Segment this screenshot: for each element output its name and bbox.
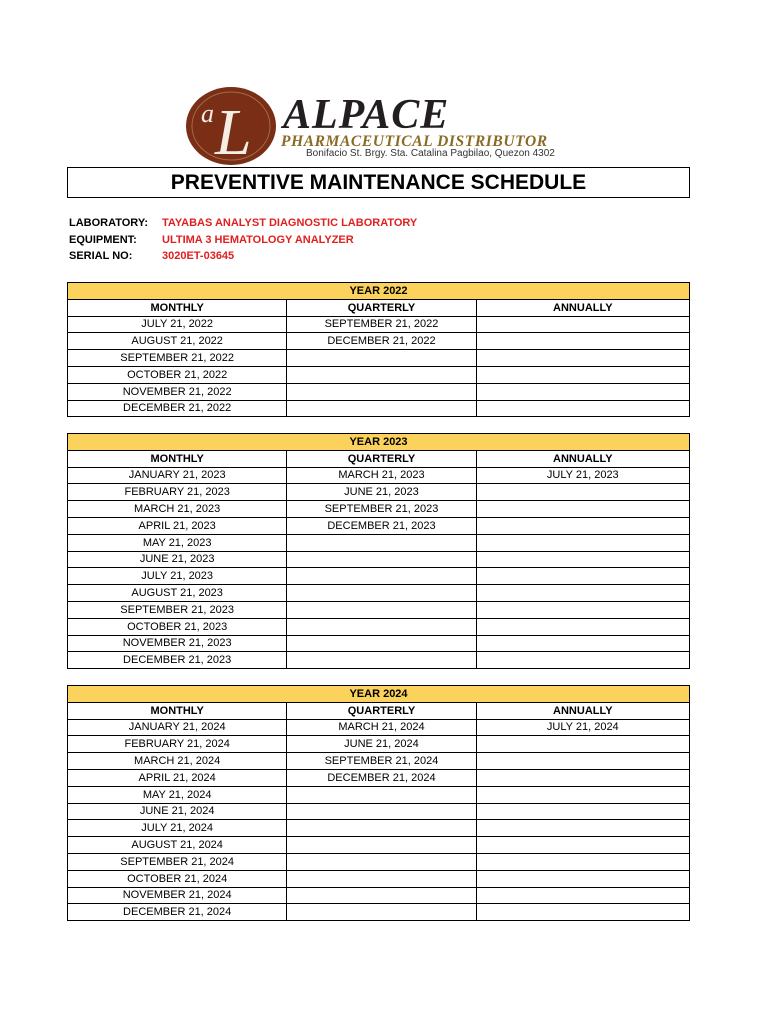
quarterly-cell: [287, 635, 476, 652]
schedule-table-2023: [67, 433, 690, 669]
annually-cell: [476, 803, 689, 820]
brand-name: ALPACE: [283, 92, 450, 138]
monthly-cell: DECEMBER 21, 2023: [68, 652, 287, 669]
annually-cell: [476, 484, 689, 501]
column-header-monthly: MONTHLY: [68, 702, 287, 719]
monthly-cell: JANUARY 21, 2023: [68, 467, 287, 484]
column-header-monthly: MONTHLY: [68, 299, 287, 316]
monthly-cell: MARCH 21, 2024: [68, 753, 287, 770]
quarterly-cell: [287, 652, 476, 669]
year-heading: YEAR 2024: [68, 686, 690, 703]
table-row: [68, 736, 690, 753]
annually-cell: [476, 635, 689, 652]
column-header-quarterly: QUARTERLY: [287, 450, 476, 467]
equipment-info: [69, 215, 417, 265]
monthly-cell: NOVEMBER 21, 2022: [68, 383, 287, 400]
monthly-cell: APRIL 21, 2023: [68, 517, 287, 534]
quarterly-cell: [287, 803, 476, 820]
monthly-cell: AUGUST 21, 2023: [68, 585, 287, 602]
table-row: [68, 467, 690, 484]
monthly-cell: SEPTEMBER 21, 2024: [68, 853, 287, 870]
quarterly-cell: [287, 366, 476, 383]
quarterly-cell: [287, 786, 476, 803]
column-header-annually: ANNUALLY: [476, 702, 689, 719]
quarterly-cell: [287, 887, 476, 904]
annually-cell: [476, 887, 689, 904]
quarterly-cell: SEPTEMBER 21, 2024: [287, 753, 476, 770]
monthly-cell: JUNE 21, 2024: [68, 803, 287, 820]
quarterly-cell: [287, 837, 476, 854]
serial-row: [69, 248, 417, 265]
table-row: [68, 837, 690, 854]
table-row: [68, 517, 690, 534]
monthly-cell: JUNE 21, 2023: [68, 551, 287, 568]
annually-cell: [476, 333, 689, 350]
serial-value: 3020ET-03645: [162, 250, 235, 262]
table-row: [68, 870, 690, 887]
monthly-cell: FEBRUARY 21, 2024: [68, 736, 287, 753]
schedule-body: [68, 467, 690, 669]
quarterly-cell: [287, 601, 476, 618]
brand-subtitle: PHARMACEUTICAL DISTRIBUTOR: [281, 133, 548, 150]
table-row: [68, 366, 690, 383]
annually-cell: [476, 534, 689, 551]
quarterly-cell: [287, 350, 476, 367]
quarterly-cell: [287, 820, 476, 837]
quarterly-cell: [287, 551, 476, 568]
monthly-cell: OCTOBER 21, 2024: [68, 870, 287, 887]
table-row: [68, 803, 690, 820]
annually-cell: [476, 501, 689, 518]
quarterly-cell: [287, 568, 476, 585]
annually-cell: [476, 585, 689, 602]
table-row: [68, 316, 690, 333]
quarterly-cell: JUNE 21, 2023: [287, 484, 476, 501]
annually-cell: [476, 870, 689, 887]
quarterly-cell: [287, 853, 476, 870]
monthly-cell: MARCH 21, 2023: [68, 501, 287, 518]
monthly-cell: FEBRUARY 21, 2023: [68, 484, 287, 501]
quarterly-cell: [287, 585, 476, 602]
monthly-cell: NOVEMBER 21, 2024: [68, 887, 287, 904]
equipment-label: EQUIPMENT:: [69, 233, 137, 246]
schedule-table-2024: [67, 685, 690, 921]
document-title: PREVENTIVE MAINTENANCE SCHEDULE: [67, 167, 690, 198]
annually-cell: [476, 601, 689, 618]
annually-cell: [476, 350, 689, 367]
monthly-cell: AUGUST 21, 2024: [68, 837, 287, 854]
quarterly-cell: [287, 534, 476, 551]
laboratory-row: [69, 215, 417, 232]
table-row: [68, 753, 690, 770]
annually-cell: [476, 736, 689, 753]
annually-cell: [476, 517, 689, 534]
annually-cell: [476, 618, 689, 635]
annually-cell: [476, 820, 689, 837]
year-heading: YEAR 2023: [68, 434, 690, 451]
column-header-quarterly: QUARTERLY: [287, 299, 476, 316]
company-logo: [185, 86, 277, 166]
schedule-body: [68, 316, 690, 417]
column-header-annually: ANNUALLY: [476, 450, 689, 467]
table-row: [68, 383, 690, 400]
logo-letter-a: a: [201, 99, 214, 128]
quarterly-cell: MARCH 21, 2024: [287, 719, 476, 736]
monthly-cell: JANUARY 21, 2024: [68, 719, 287, 736]
schedule-table-2022: [67, 282, 690, 417]
monthly-cell: OCTOBER 21, 2023: [68, 618, 287, 635]
equipment-value: ULTIMA 3 HEMATOLOGY ANALYZER: [162, 233, 354, 246]
quarterly-cell: SEPTEMBER 21, 2022: [287, 316, 476, 333]
table-row: [68, 853, 690, 870]
monthly-cell: JULY 21, 2022: [68, 316, 287, 333]
table-row: [68, 585, 690, 602]
monthly-cell: SEPTEMBER 21, 2023: [68, 601, 287, 618]
monthly-cell: DECEMBER 21, 2024: [68, 904, 287, 921]
annually-cell: [476, 853, 689, 870]
table-row: [68, 618, 690, 635]
table-row: [68, 534, 690, 551]
monthly-cell: MAY 21, 2024: [68, 786, 287, 803]
monthly-cell: NOVEMBER 21, 2023: [68, 635, 287, 652]
annually-cell: [476, 753, 689, 770]
quarterly-cell: DECEMBER 21, 2022: [287, 333, 476, 350]
annually-cell: JULY 21, 2023: [476, 467, 689, 484]
table-row: [68, 501, 690, 518]
monthly-cell: SEPTEMBER 21, 2022: [68, 350, 287, 367]
quarterly-cell: [287, 383, 476, 400]
table-row: [68, 350, 690, 367]
table-row: [68, 887, 690, 904]
logo-emblem: [185, 86, 277, 166]
monthly-cell: JULY 21, 2023: [68, 568, 287, 585]
monthly-cell: OCTOBER 21, 2022: [68, 366, 287, 383]
quarterly-cell: [287, 400, 476, 417]
monthly-cell: AUGUST 21, 2022: [68, 333, 287, 350]
annually-cell: [476, 316, 689, 333]
table-row: [68, 820, 690, 837]
company-address: Bonifacio St. Brgy. Sta. Catalina Pagbilao, Quezon 4302: [306, 148, 555, 159]
annually-cell: [476, 786, 689, 803]
annually-cell: JULY 21, 2024: [476, 719, 689, 736]
table-row: [68, 769, 690, 786]
laboratory-label: LABORATORY:: [69, 217, 149, 229]
table-row: [68, 568, 690, 585]
quarterly-cell: DECEMBER 21, 2024: [287, 769, 476, 786]
quarterly-cell: JUNE 21, 2024: [287, 736, 476, 753]
annually-cell: [476, 400, 689, 417]
table-row: [68, 719, 690, 736]
logo-letter-l: L: [215, 96, 252, 166]
table-row: [68, 484, 690, 501]
annually-cell: [476, 837, 689, 854]
column-header-quarterly: QUARTERLY: [287, 702, 476, 719]
column-header-annually: ANNUALLY: [476, 299, 689, 316]
quarterly-cell: SEPTEMBER 21, 2023: [287, 501, 476, 518]
column-header-monthly: MONTHLY: [68, 450, 287, 467]
serial-label: SERIAL NO:: [69, 250, 133, 262]
annually-cell: [476, 652, 689, 669]
annually-cell: [476, 769, 689, 786]
annually-cell: [476, 551, 689, 568]
annually-cell: [476, 568, 689, 585]
table-row: [68, 635, 690, 652]
laboratory-value: TAYABAS ANALYST DIAGNOSTIC LABORATORY: [162, 217, 418, 229]
quarterly-cell: [287, 904, 476, 921]
table-row: [68, 652, 690, 669]
table-row: [68, 786, 690, 803]
annually-cell: [476, 383, 689, 400]
annually-cell: [476, 366, 689, 383]
table-row: [68, 601, 690, 618]
quarterly-cell: [287, 870, 476, 887]
monthly-cell: JULY 21, 2024: [68, 820, 287, 837]
monthly-cell: MAY 21, 2023: [68, 534, 287, 551]
quarterly-cell: DECEMBER 21, 2023: [287, 517, 476, 534]
schedule-body: [68, 719, 690, 921]
table-row: [68, 400, 690, 417]
table-row: [68, 333, 690, 350]
table-row: [68, 551, 690, 568]
table-row: [68, 904, 690, 921]
equipment-row: [69, 232, 417, 249]
monthly-cell: APRIL 21, 2024: [68, 769, 287, 786]
quarterly-cell: MARCH 21, 2023: [287, 467, 476, 484]
monthly-cell: DECEMBER 21, 2022: [68, 400, 287, 417]
quarterly-cell: [287, 618, 476, 635]
year-heading: YEAR 2022: [68, 283, 690, 300]
annually-cell: [476, 904, 689, 921]
